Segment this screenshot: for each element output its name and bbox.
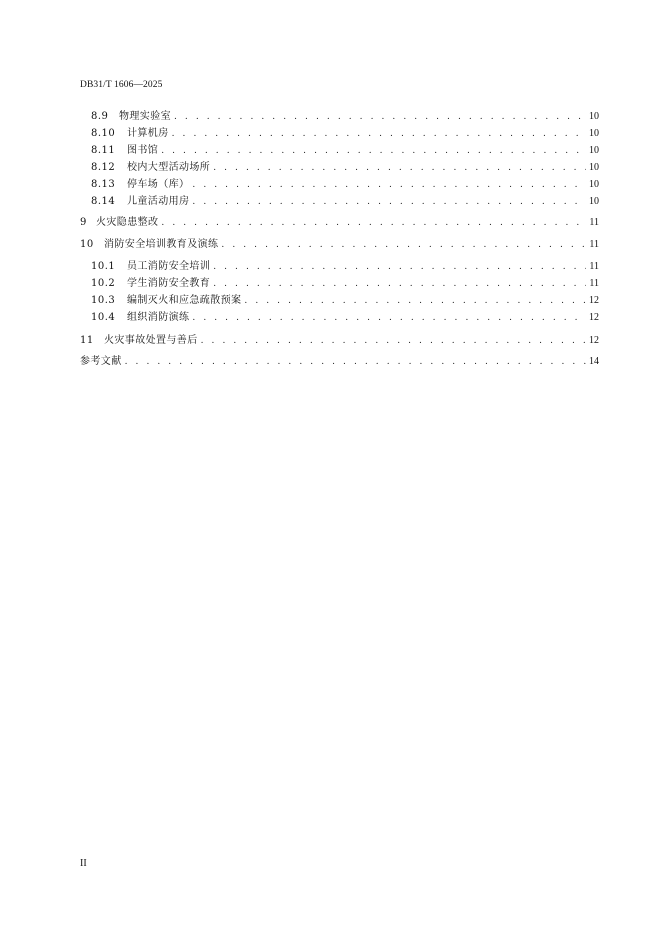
toc-entry[interactable]: [80, 354, 599, 370]
toc-entry-number: 8.12: [91, 162, 116, 173]
toc-entry-page: 11: [589, 239, 599, 250]
toc-entry-number: 8.13: [91, 179, 116, 190]
toc-entry-page: 10: [589, 111, 599, 122]
toc-entry[interactable]: [91, 109, 599, 125]
toc-dot-leader: [201, 333, 586, 349]
toc-dot-leader: [125, 354, 586, 370]
toc-entry-page: 12: [589, 335, 599, 346]
toc-entry-title: 火灾事故处置与善后: [104, 335, 198, 346]
toc-entry[interactable]: [91, 259, 599, 275]
toc-entry-page: 10: [589, 162, 599, 173]
toc-entry-number: 10: [80, 239, 94, 250]
toc-entry-title: 计算机房: [127, 128, 169, 139]
toc-entry-title: 参考文献: [80, 356, 122, 367]
toc-dot-leader: [161, 143, 586, 159]
toc-dot-leader: [221, 237, 586, 253]
toc-entry-number: 10.3: [91, 295, 116, 306]
toc-entry[interactable]: [91, 293, 599, 309]
toc-entry-number: 10.1: [91, 261, 116, 272]
toc-entry[interactable]: [80, 237, 599, 253]
toc-entry-title: 校内大型活动场所: [127, 162, 211, 173]
toc-entry-number: 10.4: [91, 312, 116, 323]
toc-dot-leader: [174, 109, 586, 125]
toc-entry-title: 儿童活动用房: [127, 196, 190, 207]
toc-entry-number: 8.14: [91, 196, 116, 207]
toc-entry-number: 8.9: [91, 111, 109, 122]
toc-entry[interactable]: [91, 143, 599, 159]
toc-entry-page: 14: [589, 356, 599, 367]
toc-dot-leader: [161, 215, 586, 231]
toc-entry-page: 12: [589, 295, 599, 306]
toc-dot-leader: [192, 177, 586, 193]
toc-entry-page: 10: [589, 128, 599, 139]
toc-entry-title: 火灾隐患整改: [96, 217, 159, 228]
toc-entry[interactable]: [91, 194, 599, 210]
toc-entry-page: 10: [589, 179, 599, 190]
toc-entry-title: 消防安全培训教育及演练: [104, 239, 219, 250]
toc-entry-page: 10: [589, 196, 599, 207]
toc-entry-page: 10: [589, 145, 599, 156]
toc-entry-page: 11: [589, 278, 599, 289]
page-number: II: [80, 858, 87, 869]
toc-entry-page: 12: [589, 312, 599, 323]
toc-entry-number: 8.11: [91, 145, 116, 156]
toc-entry-number: 11: [80, 335, 94, 346]
toc-entry[interactable]: [80, 333, 599, 349]
toc-dot-leader: [192, 194, 586, 210]
toc-entry-title: 物理实验室: [119, 111, 171, 122]
toc-entry-page: 11: [589, 217, 599, 228]
toc-entry-title: 学生消防安全教育: [127, 278, 211, 289]
toc-entry[interactable]: [91, 126, 599, 142]
toc-dot-leader: [192, 310, 586, 326]
toc-entry[interactable]: [91, 276, 599, 292]
toc-entry-number: 8.10: [91, 128, 116, 139]
toc-dot-leader: [213, 276, 586, 292]
toc-entry-page: 11: [589, 261, 599, 272]
toc-dot-leader: [244, 293, 586, 309]
toc-entry-title: 组织消防演练: [127, 312, 190, 323]
document-code: DB31/T 1606—2025: [80, 80, 163, 90]
toc-entry-title: 图书馆: [127, 145, 159, 156]
toc-entry-number: 9: [80, 217, 87, 228]
toc-entry-title: 停车场（库）: [127, 179, 190, 190]
toc-entry[interactable]: [91, 310, 599, 326]
toc-entry[interactable]: [91, 160, 599, 176]
toc-dot-leader: [213, 259, 586, 275]
toc-entry[interactable]: [91, 177, 599, 193]
toc-entry-title: 员工消防安全培训: [127, 261, 211, 272]
toc-dot-leader: [213, 160, 586, 176]
toc-dot-leader: [172, 126, 586, 142]
toc-entry[interactable]: [80, 215, 599, 231]
toc-entry-number: 10.2: [91, 278, 116, 289]
toc-entry-title: 编制灭火和应急疏散预案: [127, 295, 242, 306]
